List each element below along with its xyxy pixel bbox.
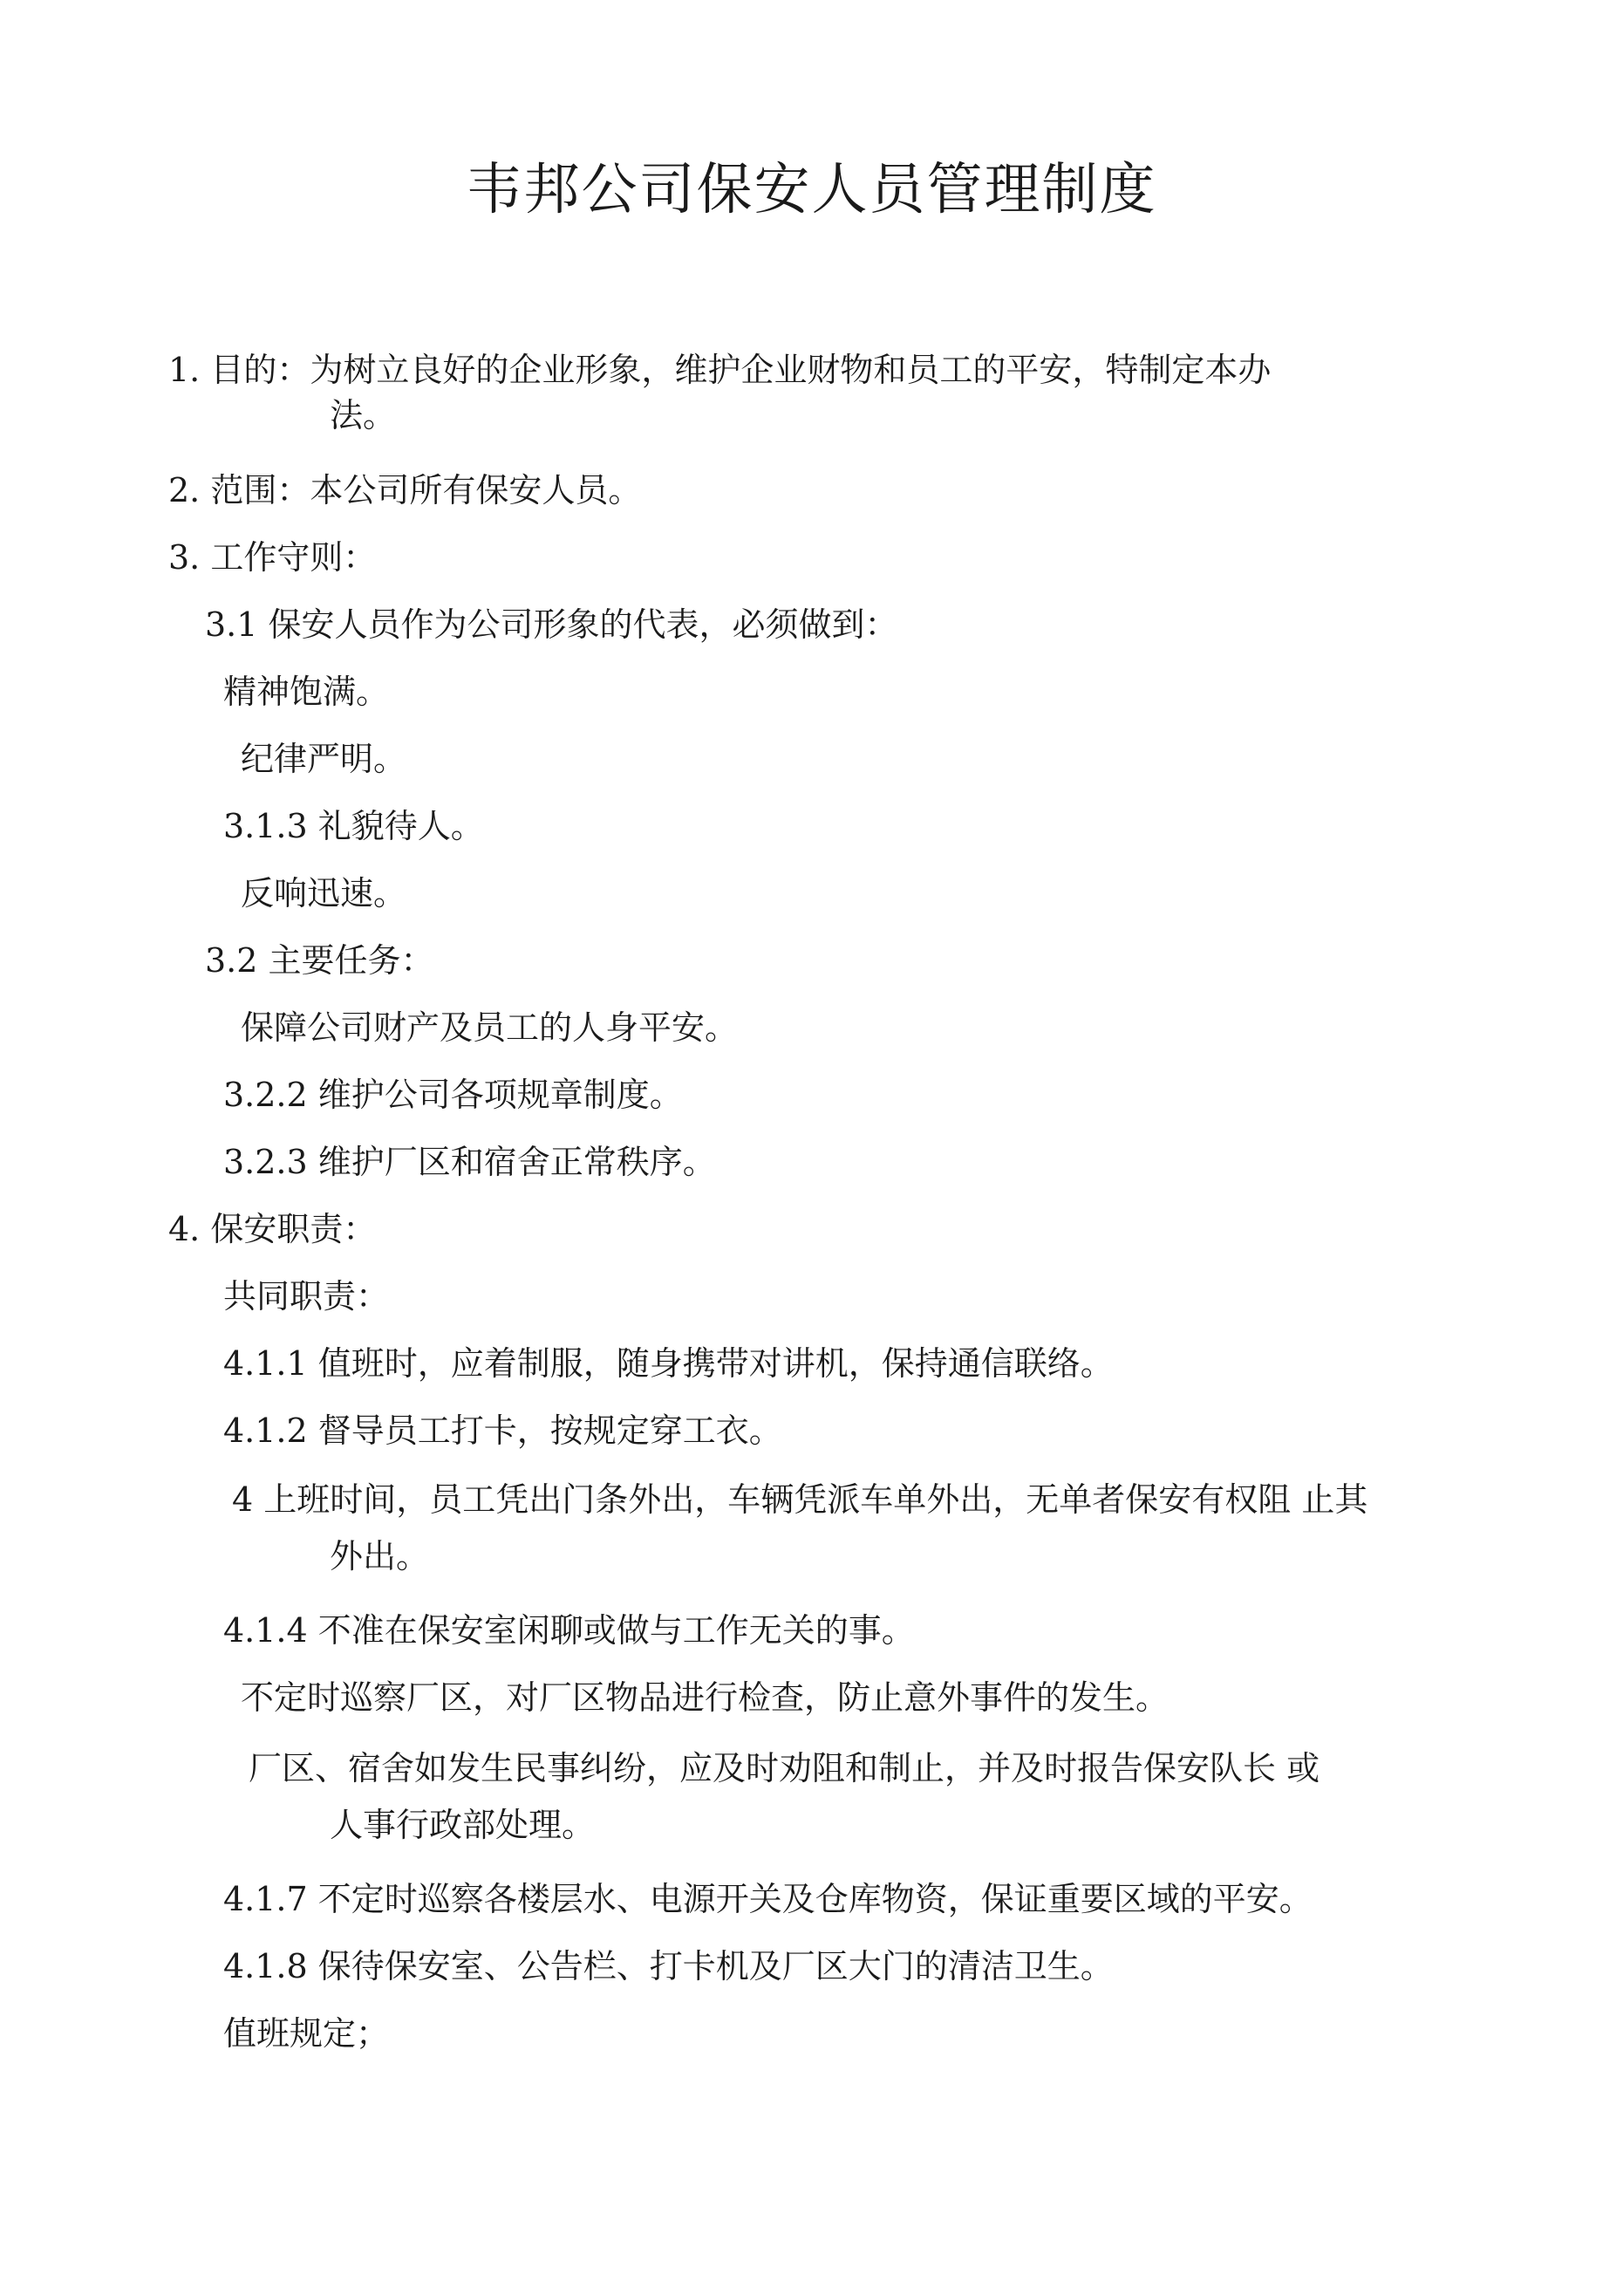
item-3-rules: 3. 工作守则： (168, 538, 377, 577)
item-4-1-common: 共同职责： (223, 1277, 390, 1315)
item-4-1-1: 4.1.1 值班时，应着制服，随身携带对讲机，保持通信联络。 (223, 1344, 1114, 1383)
item-3-1-4: 反响迅速。 (241, 874, 407, 912)
item-2-scope: 2. 范围：本公司所有保安人员。 (168, 471, 642, 509)
item-4-1-4: 4.1.4 不准在保安室闲聊或做与工作无关的事。 (223, 1611, 915, 1650)
item-3-2-3: 3.2.3 维护厂区和宿舍正常秩序。 (223, 1143, 716, 1181)
item-1-purpose-cont: 法。 (330, 396, 397, 434)
item-4-1-2: 4.1.2 督导员工打卡，按规定穿工衣。 (223, 1411, 782, 1450)
item-4-1-8: 4.1.8 保待保安室、公告栏、打卡机及厂区大门的清洁卫生。 (223, 1947, 1114, 1985)
item-4-1-3: 4 上班时间，员工凭出门条外出，车辆凭派车单外出，无单者保安有权阻 止其 (232, 1480, 1368, 1519)
item-3-2-1: 保障公司财产及员工的人身平安。 (241, 1008, 739, 1047)
item-3-1-2: 纪律严明。 (241, 740, 407, 778)
item-4-1-7: 4.1.7 不定时巡察各楼层水、电源开关及仓库物资，保证重要区域的平安。 (223, 1880, 1313, 1918)
item-4-duties: 4. 保安职责： (168, 1210, 377, 1248)
item-4-1-5: 不定时巡察厂区，对厂区物品进行检查，防止意外事件的发生。 (241, 1678, 1170, 1717)
item-1-purpose: 1. 目的：为树立良好的企业形象，维护企业财物和员工的平安，特制定本办 (168, 351, 1272, 389)
item-4-1-6: 厂区、宿舍如发生民事纠纷，应及时劝阻和制止，并及时报告保安队长 或 (249, 1749, 1320, 1787)
item-4-1-3-cont: 外出。 (330, 1537, 430, 1575)
item-4-2-shift-rules: 值班规定； (223, 2014, 390, 2053)
item-3-2: 3.2 主要任务： (205, 941, 434, 980)
item-3-1-3: 3.1.3 礼貌待人。 (223, 807, 484, 845)
item-4-1-6-cont: 人事行政部处理。 (330, 1806, 596, 1844)
item-3-2-2: 3.2.2 维护公司各项规章制度。 (223, 1076, 683, 1114)
document-title: 韦邦公司保安人员管理制度 (466, 158, 1157, 222)
item-3-1-1: 精神饱满。 (223, 673, 390, 711)
item-3-1: 3.1 保安人员作为公司形象的代表，必须做到： (205, 605, 898, 644)
